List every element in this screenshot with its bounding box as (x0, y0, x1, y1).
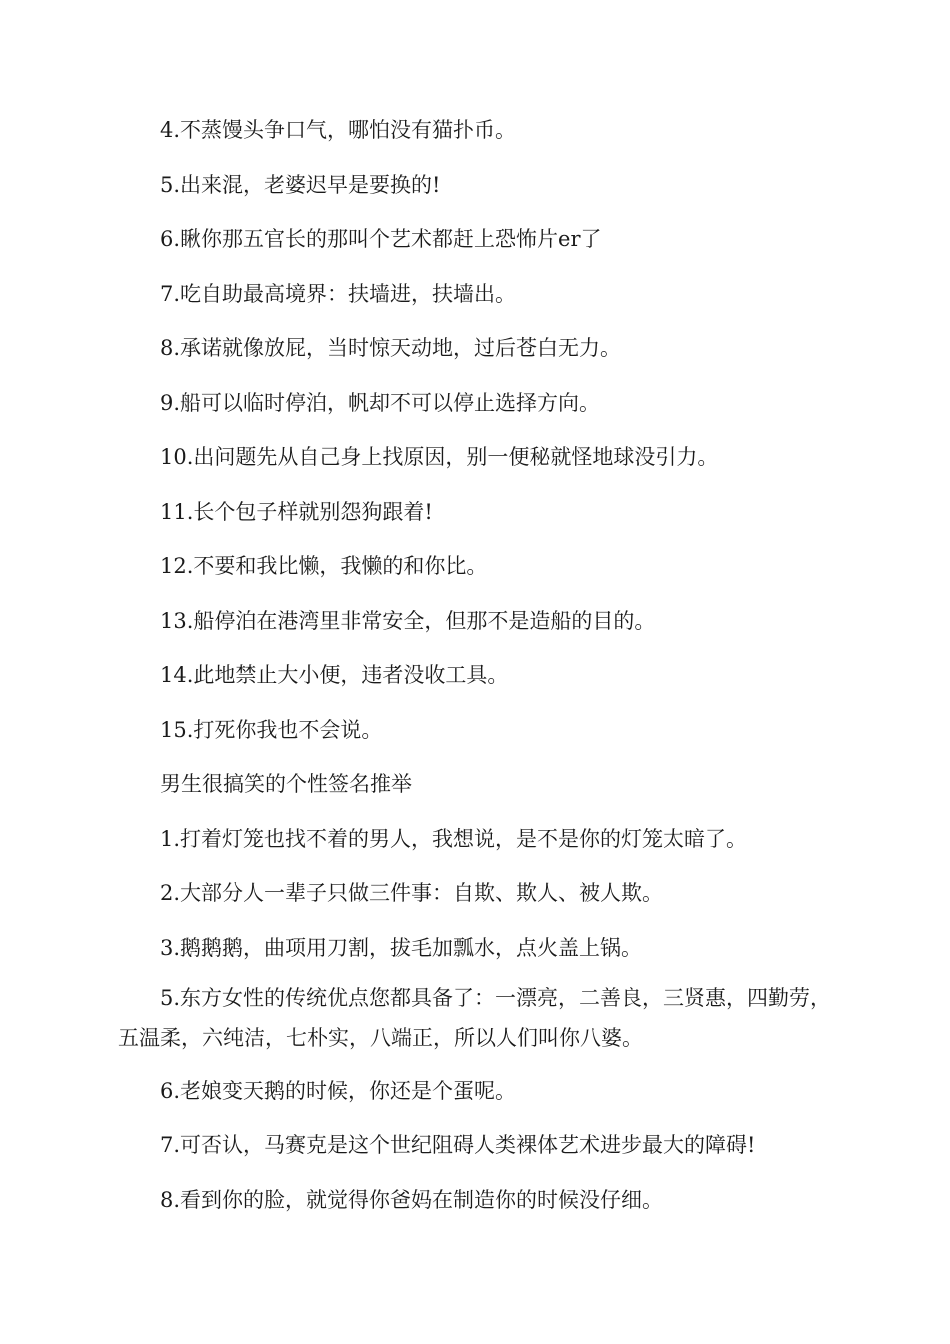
paragraph-signature-5: 5.东方女性的传统优点您都具备了：一漂亮，二善良，三贤惠，四勤劳，五温柔，六纯洁，七朴实，八端正，所以人们叫你八婆。 (118, 986, 832, 1050)
paragraph-quote-6: 6.瞅你那五官长的那叫个艺术都赶上恐怖片er了 (160, 227, 602, 251)
paragraph-quote-4: 4.不蒸馒头争口气，哪怕没有猫扑币。 (160, 118, 517, 142)
paragraph-quote-8: 8.承诺就像放屁，当时惊天动地，过后苍白无力。 (160, 336, 622, 360)
paragraph-signature-2: 2.大部分人一辈子只做三件事：自欺、欺人、被人欺。 (160, 881, 664, 905)
paragraph-quote-5: 5.出来混，老婆迟早是要换的! (160, 173, 441, 197)
paragraph-quote-10: 10.出问题先从自己身上找原因，别一便秘就怪地球没引力。 (160, 445, 719, 469)
paragraph-quote-11: 11.长个包子样就别怨狗跟着! (160, 500, 433, 524)
paragraph-quote-12: 12.不要和我比懒，我懒的和你比。 (160, 554, 488, 578)
paragraph-signature-3: 3.鹅鹅鹅，曲项用刀割，拔毛加瓢水，点火盖上锅。 (160, 936, 643, 960)
paragraph-signature-6: 6.老娘变天鹅的时候，你还是个蛋呢。 (160, 1079, 517, 1103)
paragraph-quote-15: 15.打死你我也不会说。 (160, 718, 383, 742)
paragraph-quote-14: 14.此地禁止大小便，违者没收工具。 (160, 663, 509, 687)
paragraph-signature-8: 8.看到你的脸，就觉得你爸妈在制造你的时候没仔细。 (160, 1188, 664, 1212)
paragraph-quote-7: 7.吃自助最高境界：扶墙进，扶墙出。 (160, 282, 517, 306)
paragraph-quote-9: 9.船可以临时停泊，帆却不可以停止选择方向。 (160, 391, 601, 415)
paragraph-quote-13: 13.船停泊在港湾里非常安全，但那不是造船的目的。 (160, 609, 656, 633)
section-heading: 男生很搞笑的个性签名推举 (160, 772, 412, 796)
paragraph-signature-7: 7.可否认，马赛克是这个世纪阻碍人类裸体艺术进步最大的障碍! (160, 1133, 756, 1157)
paragraph-signature-1: 1.打着灯笼也找不着的男人，我想说，是不是你的灯笼太暗了。 (160, 827, 748, 851)
